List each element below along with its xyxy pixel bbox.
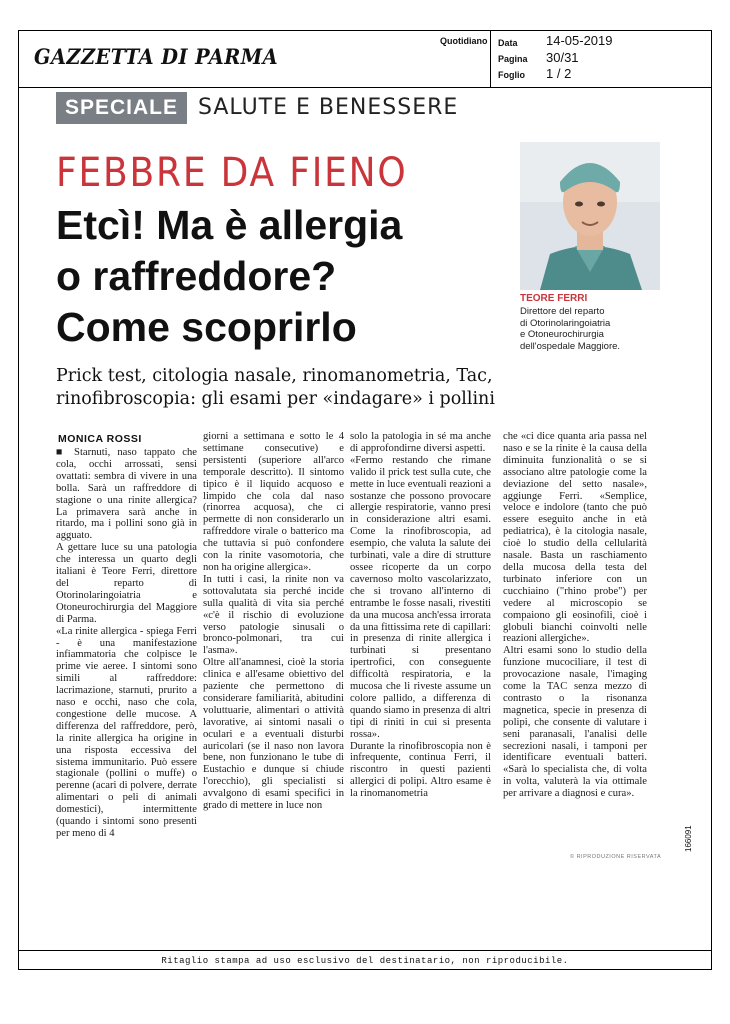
masthead: GAZZETTA DI PARMA <box>34 44 279 69</box>
date-label: Data <box>498 38 518 48</box>
article-paragraph: che «ci dice quanta aria passa nel naso e se la rinite è la causa della diminuita funzionalità o se si associano altre patologie come la deviazione del setto nasale», aggiunge Ferri. «Semplice, veloce e indolore (tanto che può essere eseguito anche in età pediatrica), è la citologia nasale, cioè lo studio della cellularità nasale. Basta un raschiamento della mucosa della testa del turbinato inferiore con un cucchiaino ("rhino probe") per vedere al microscopio se compaiono gli eosinofili, cioè i globuli bianchi coinvolti nelle reazioni allergiche». <box>503 431 647 645</box>
caption-name: TEORE FERRI <box>520 293 588 304</box>
portrait-illustration <box>520 142 660 290</box>
caption-line: di Otorinolaringoiatria <box>520 317 611 329</box>
article-paragraph: giorni a settimana e sotto le 4 settimane consecutive) e persistenti (superiore all'arco temporale descritto). Il sintomo tipico è il liquido acquoso e limpido che cola dal naso (rinorrea acquosa), che ci permette di non considerarlo un raffreddore virale o batterico ma che tuttavia si può confondere con la rinite vasomotoria, che non ha origine allergica». <box>203 431 344 573</box>
article-column-4 <box>503 431 647 800</box>
vertical-code: 166091 <box>684 825 693 852</box>
footer-notice: Ritaglio stampa ad uso esclusivo del destinatario, non riproducibile. <box>161 956 569 966</box>
article-paragraph: In tutti i casi, la rinite non va sottovalutata sia perché incide sulla qualità di vita sia perché «c'è il rischio di evoluzione verso patologie sinusali o bronco-polmonari, tra cui l'asma». <box>203 573 344 657</box>
footer-divider <box>18 950 712 951</box>
caption-line: Direttore del reparto <box>520 306 605 317</box>
rights-notice: © RIPRODUZIONE RISERVATA <box>570 854 662 860</box>
headline-line: Come scoprirlo <box>56 304 357 350</box>
headline <box>56 200 402 353</box>
sheet-value: 1 / 2 <box>546 66 572 81</box>
article-paragraph: Altri esami sono lo studio della funzione mucociliare, il test di provocazione nasale, l'imaging come la TAC senza mezzo di contrasto o la risonanza magnetica, specie in presenza di polipi, che consente di valutare i seni paranasali, l'analisi delle secrezioni nasali, i tamponi per identificare eventuali batteri. «Sarà lo specialista che, di volta in volta, valuterà la via ottimale per arrivare a diagnosi e cura». <box>503 645 647 800</box>
portrait-photo <box>520 142 660 290</box>
caption-role <box>520 306 660 352</box>
article-paragraph: «Fermo restando che rimane valido il prick test sulla cute, che mette in luce eventuali reazioni a sostanze che possono provocare allergie respiratorie, vanno presi in considerazione altri esami. Come la rinofibroscopia, ad esempio, che valuta la salute dei turbinati, vale a dire di strutture ossee ricoperte da un corpo cavernoso molto vascolarizzato, che si trovano all'interno di entrambe le fosse nasali, rivestiti da una mucosa anch'essa irrorata da una fittissima rete di capillari: in presenza di rinite allergica i turbinati si presentano ipertrofici, con conseguente difficoltà respiratoria, e la mucosa che li riveste assume un colore pallido, a differenza di quando siamo in presenza di altri tipi di riniti in cui si presenta rossa». <box>350 454 491 740</box>
kicker: FEBBRE DA FIENO <box>56 150 408 196</box>
article-paragraph: solo la patologia in sé ma anche di approfondirne diversi aspetti. <box>350 431 491 454</box>
article-paragraph: Durante la rinofibroscopia non è infrequente, continua Ferri, il riscontro in questi pazienti allergici di polipi. Altro esame è la rinomanometria <box>350 740 491 800</box>
article-paragraph: A gettare luce su una patologia che interessa un quarto degli italiani è Teore Ferri, direttore del reparto di Otorinolaringoiatria e Otoneurochirurgia del Maggiore di Parma. <box>56 542 197 625</box>
byline: MONICA ROSSI <box>58 433 142 445</box>
section-title: SALUTE E BENESSERE <box>198 95 459 120</box>
headline-line: Etcì! Ma è allergia <box>56 202 403 248</box>
article-column-3 <box>350 431 491 800</box>
article-column-2 <box>203 431 344 812</box>
page-label: Pagina <box>498 54 528 64</box>
header-divider <box>18 87 712 88</box>
article-paragraph: ■ Starnuti, naso tappato che cola, occhi arrossati, sensi ovattati: sembra di vivere in una bolla. Sarà un raffreddore di stagione o una rinite allergica? La primavera sarà anche in ritardo, ma i pollini sono già in agguato. <box>56 447 197 542</box>
date-value: 14-05-2019 <box>546 33 613 48</box>
page-value: 30/31 <box>546 50 579 65</box>
caption-line: e Otoneurochirurgia <box>520 329 604 340</box>
headline-line: o raffreddore? <box>56 253 337 299</box>
caption-line: dell'ospedale Maggiore. <box>520 340 621 352</box>
section-badge: SPECIALE <box>56 92 187 124</box>
type-label: Quotidiano <box>440 36 488 46</box>
article-paragraph: Oltre all'anamnesi, cioè la storia clinica e all'esame obiettivo del paziente che permettono di considerare familiarità, abitudini voluttuarie, alimentari o attività lavorative, ai sintomi nasali o oculari e a eventuali disturbi auricolari (se il naso non lavora bene, non funzionano le tube di Eustachio e dunque si chiude l'orecchio), gli specialisti si avvalgono di esami specifici in grado di mettere in luce non <box>203 657 344 812</box>
meta-divider <box>490 30 491 87</box>
article-column-1 <box>56 447 197 840</box>
article-paragraph: «La rinite allergica - spiega Ferri - è una manifestazione infiammatoria che colpisce le prime vie aeree. I sintomi sono simili al raffreddore: lacrimazione, starnuti, prurito a naso e occhi, naso che cola, congestione delle mucose. A differenza del raffreddore, però, la rinite allergica ha origine in una risposta eccessiva del sistema immunitario. Può essere stagionale (pollini o muffe) o perenne (acari di polvere, derrate alimentari o peli di animali domestici), intermittente (quando i sintomi sono presenti per meno di 4 <box>56 625 197 839</box>
sheet-label: Foglio <box>498 70 525 80</box>
subheadline: Prick test, citologia nasale, rinomanometria, Tac, rinofibroscopia: gli esami per «indagare» i pollini <box>56 366 495 409</box>
